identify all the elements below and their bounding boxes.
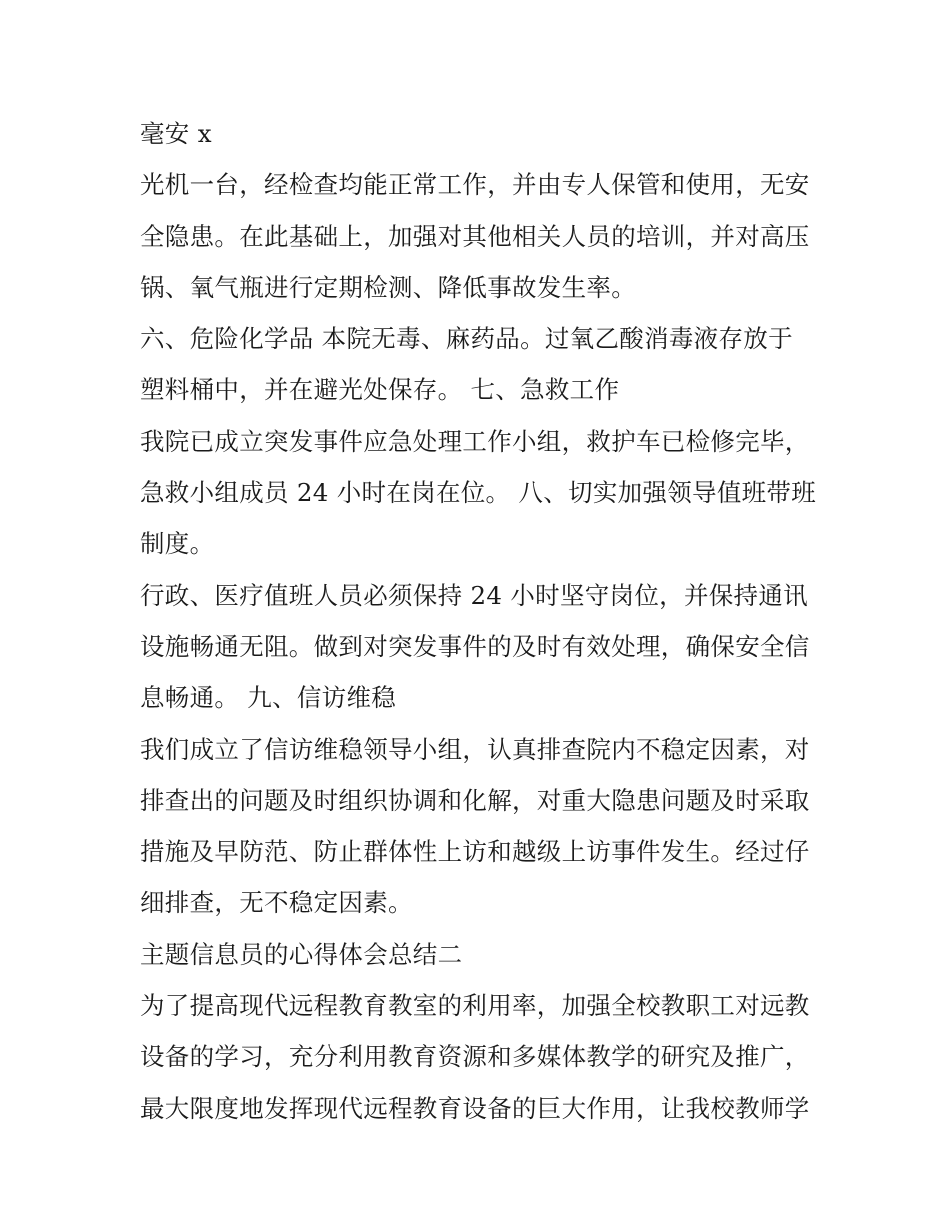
text-line: 光机一台，经检查均能正常工作，并由专人保管和使用，无安 (140, 170, 810, 200)
text-line: 行政、医疗值班人员必须保持 24 小时坚守岗位，并保持通讯 (140, 580, 808, 610)
text-line: 全隐患。在此基础上，加强对其他相关人员的培训，并对高压 (140, 221, 810, 251)
text-line: 设备的学习，充分利用教育资源和多媒体教学的研究及推广， (140, 1042, 810, 1072)
text-line: 毫安 x (140, 119, 212, 148)
text-line: 细排查，无不稳定因素。 (140, 888, 413, 918)
text-line: 我院已成立突发事件应急处理工作小组，救护车已检修完毕， (140, 426, 810, 456)
text-line: 塑料桶中，并在避光处保存。 七、急救工作 (140, 375, 620, 405)
text-line: 急救小组成员 24 小时在岗在位。 八、切实加强领导值班带班 (140, 478, 817, 508)
document-body (140, 108, 820, 1134)
text-line: 我们成立了信访维稳领导小组，认真排查院内不稳定因素，对 (140, 734, 810, 764)
text-line: 最大限度地发挥现代远程教育设备的巨大作用，让我校教师学 (140, 1093, 810, 1123)
text-line: 锅、氧气瓶进行定期检测、降低事故发生率。 (140, 272, 636, 302)
section-heading: 主题信息员的心得体会总结二 (140, 939, 463, 969)
text-line: 制度。 (140, 529, 215, 559)
text-line: 息畅通。 九、信访维稳 (140, 683, 397, 713)
text-line: 排查出的问题及时组织协调和化解，对重大隐患问题及时采取 (140, 785, 810, 815)
text-line: 设施畅通无阻。做到对突发事件的及时有效处理，确保安全信 (140, 631, 810, 661)
text-line: 为了提高现代远程教育教室的利用率，加强全校教职工对远教 (140, 991, 810, 1021)
text-line: 措施及早防范、防止群体性上访和越级上访事件发生。经过仔 (140, 837, 810, 867)
text-line: 六、危险化学品 本院无毒、麻药品。过氧乙酸消毒液存放于 (140, 324, 793, 354)
